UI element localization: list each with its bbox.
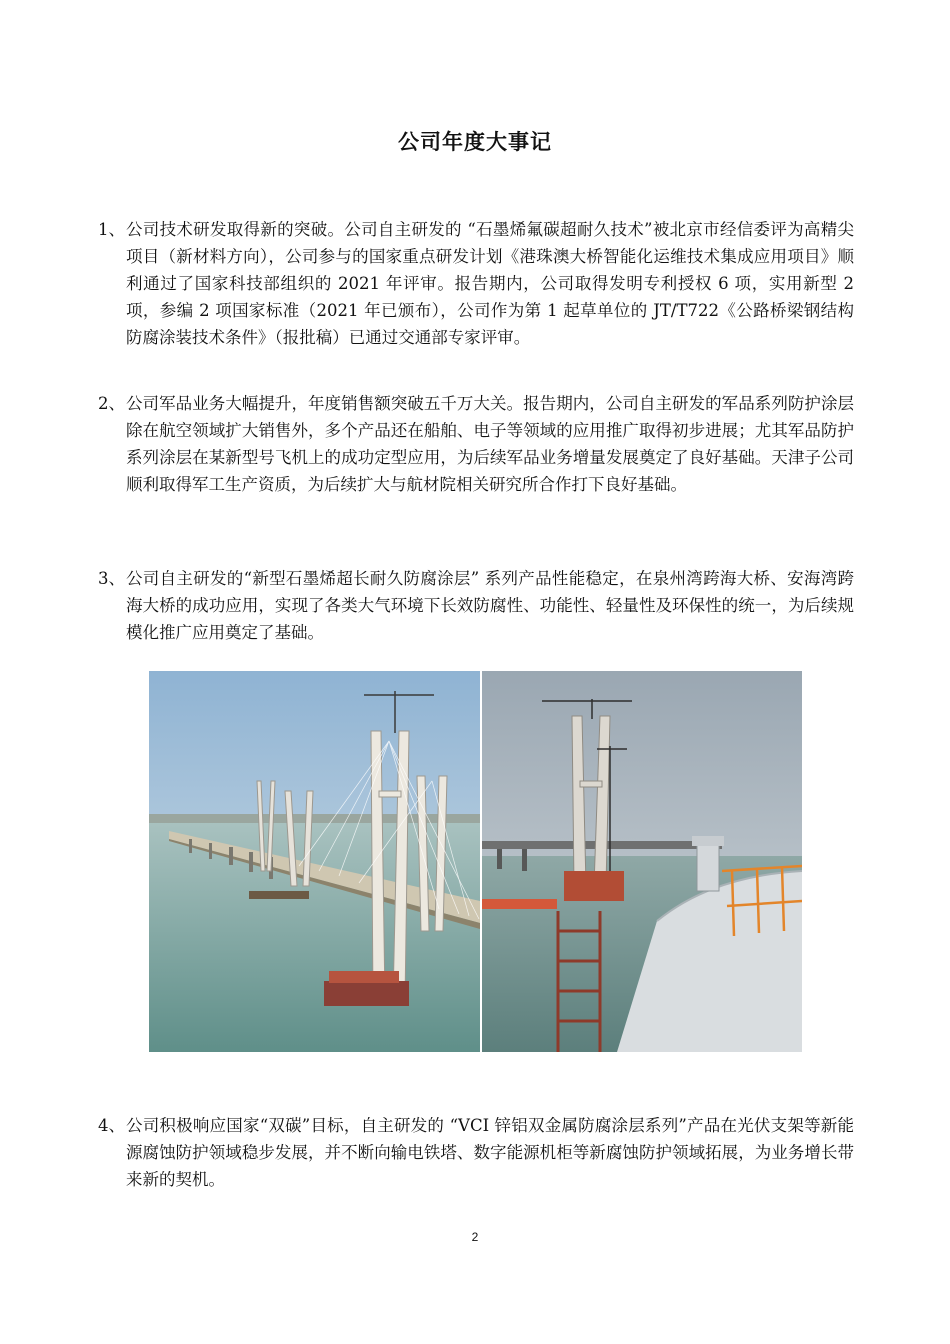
- item-number: 1、: [98, 220, 125, 239]
- list-item: [98, 216, 854, 351]
- item-number: 4、: [98, 1116, 125, 1135]
- item-text: 公司军品业务大幅提升，年度销售额突破五千万大关。报告期内，公司自主研发的军品系列防护涂层除在航空领域扩大销售外，多个产品还在船舶、电子等领域的应用推广取得初步进展；尤其军品防护系列涂层在某新型号飞机上的成功定型应用，为后续军品业务增量发展奠定了良好基础。天津子公司顺利取得军工生产资质，为后续扩大与航材院相关研究所合作打下良好基础。: [126, 394, 854, 494]
- bridge-aerial-photo: [149, 671, 480, 1052]
- item-text: 公司积极响应国家“双碳”目标，自主研发的 “VCI 锌铝双金属防腐涂层系列”产品在光伏支架等新能源腐蚀防护领域稳步发展，并不断向输电铁塔、数字能源机柜等新腐蚀防护领域拓展，为业务增长带来新的契机。: [126, 1116, 854, 1189]
- bridge-photos: [149, 671, 802, 1052]
- page-title: 公司年度大事记: [398, 130, 552, 154]
- item-text: 公司自主研发的“新型石墨烯超长耐久防腐涂层” 系列产品性能稳定，在泉州湾跨海大桥、安海湾跨海大桥的成功应用，实现了各类大气环境下长效防腐性、功能性、轻量性及环保性的统一，为后续规模化推广应用奠定了基础。: [126, 569, 854, 642]
- bridge-tower-photo: [482, 671, 802, 1052]
- item-text: 公司技术研发取得新的突破。公司自主研发的 “石墨烯氟碳超耐久技术”被北京市经信委评为高精尖项目（新材料方向），公司参与的国家重点研发计划《港珠澳大桥智能化运维技术集成应用项目》顺利通过了国家科技部组织的 2021 年评审。报告期内，公司取得发明专利授权 6 项，实用新型 2 项，参编 2 项国家标准（2021 年已颁布），公司作为第 1 起草单位的 JT/T722《公路桥梁钢结构防腐涂装技术条件》（报批稿）已通过交通部专家评审。: [126, 220, 854, 347]
- list-item: [98, 390, 854, 498]
- page-number: 2: [471, 1230, 479, 1244]
- item-number: 3、: [98, 569, 125, 588]
- item-number: 2、: [98, 394, 125, 413]
- list-item: [98, 565, 854, 646]
- list-item: [98, 1112, 854, 1193]
